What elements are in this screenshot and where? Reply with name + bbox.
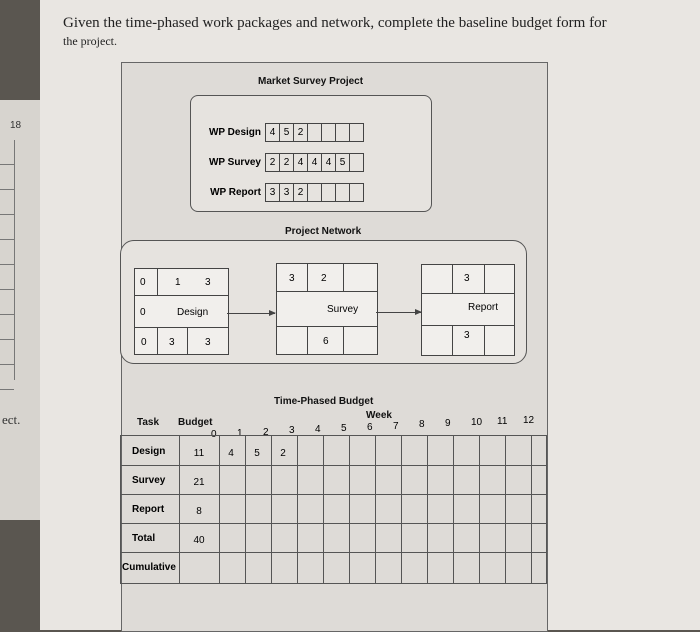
week-number: 2	[263, 426, 269, 438]
task-name: Cumulative	[122, 562, 176, 573]
wbs-cell	[322, 124, 336, 141]
wbs-cell: 4	[322, 154, 336, 171]
grid-line	[179, 436, 180, 583]
wbs-cell	[322, 184, 336, 201]
wbs-cell: 2	[294, 184, 308, 201]
week-number: 3	[289, 425, 295, 437]
grid-line	[453, 436, 454, 583]
week-value: 5	[254, 448, 260, 459]
wbs-cell: 5	[336, 154, 350, 171]
task-header: Task	[137, 417, 160, 428]
arrow-design-survey	[227, 313, 275, 314]
grid-line	[375, 436, 376, 583]
week-label: Week	[366, 410, 392, 421]
wbs-row-label: WP Survey	[208, 156, 261, 168]
wbs-cell: 2	[266, 154, 280, 171]
wbs-cell: 3	[280, 184, 294, 201]
week-number: 6	[367, 421, 373, 433]
node-survey: 3 2 Survey 6	[276, 263, 378, 355]
wbs-cell: 3	[266, 184, 280, 201]
week-value: 4	[228, 448, 234, 459]
budget-value: 11	[193, 448, 205, 459]
week-number: 4	[315, 424, 321, 436]
grid-line	[479, 436, 480, 583]
week-number: 10	[471, 417, 483, 428]
budget-header: Budget	[178, 417, 213, 428]
adjacent-page-lines	[0, 140, 15, 380]
node-report: 3 Report 3	[421, 264, 515, 356]
week-number: 8	[419, 419, 425, 431]
table-row	[121, 494, 546, 524]
week-number: 7	[393, 420, 399, 432]
wbs-cell	[308, 184, 322, 201]
table-row	[121, 436, 546, 466]
wbs-row-label: WP Design	[208, 126, 261, 138]
task-name: Design	[132, 446, 166, 457]
arrow-survey-report	[376, 312, 421, 313]
network-title: Project Network	[285, 226, 362, 237]
wbs-cell: 4	[266, 124, 280, 141]
page-number: 18	[10, 120, 22, 131]
week-number: 5	[341, 423, 347, 434]
budget-value: 40	[193, 535, 205, 546]
budget-value: 8	[196, 506, 202, 517]
task-name: Survey	[132, 475, 166, 486]
wbs-cell	[308, 124, 322, 141]
wbs-cell	[350, 154, 363, 171]
project-title: Market Survey Project	[258, 76, 364, 87]
grid-line	[531, 436, 532, 583]
grid-line	[505, 436, 506, 583]
table-row	[121, 465, 546, 495]
week-number: 12	[523, 414, 535, 426]
budget-value: 21	[193, 477, 205, 488]
adjacent-page	[0, 100, 40, 520]
wbs-cell: 2	[294, 124, 308, 141]
wbs-cell: 4	[294, 154, 308, 171]
wbs-cell: 4	[308, 154, 322, 171]
wbs-row	[197, 153, 364, 171]
grid-line	[401, 436, 402, 583]
wbs-row-label: WP Report	[210, 186, 261, 198]
grid-line	[245, 436, 246, 583]
adjacent-page-text: ect.	[2, 412, 21, 427]
week-value: 2	[280, 448, 286, 459]
grid-line	[427, 436, 428, 583]
task-name: Total	[132, 533, 156, 544]
wbs-cell	[336, 184, 350, 201]
task-name: Report	[132, 504, 165, 515]
table-row	[121, 552, 546, 581]
wbs-row	[197, 123, 364, 141]
week-number: 0	[211, 429, 217, 440]
grid-line	[349, 436, 350, 583]
wbs-cells	[265, 183, 364, 202]
grid-line	[323, 436, 324, 583]
wbs-cell: 2	[280, 154, 294, 171]
table-row	[121, 523, 546, 553]
wbs-cell	[350, 184, 363, 201]
grid-line	[297, 436, 298, 583]
budget-table	[120, 435, 547, 584]
wbs-cell	[336, 124, 350, 141]
wbs-row	[197, 183, 364, 201]
instruction-text: Given the time-phased work packages and network, complete the baseline budget form for the project.	[63, 15, 607, 48]
wbs-cells	[265, 123, 364, 142]
wbs-cell: 5	[280, 124, 294, 141]
week-number: 1	[237, 427, 243, 439]
week-number: 11	[497, 415, 508, 427]
budget-title: Time-Phased Budget	[274, 396, 374, 407]
node-design: 0 1 3 0 Design 0 3 3	[134, 268, 229, 355]
grid-line	[219, 436, 220, 583]
grid-line	[271, 436, 272, 583]
week-number: 9	[445, 418, 451, 430]
wbs-cells	[265, 153, 364, 172]
wbs-cell	[350, 124, 363, 141]
